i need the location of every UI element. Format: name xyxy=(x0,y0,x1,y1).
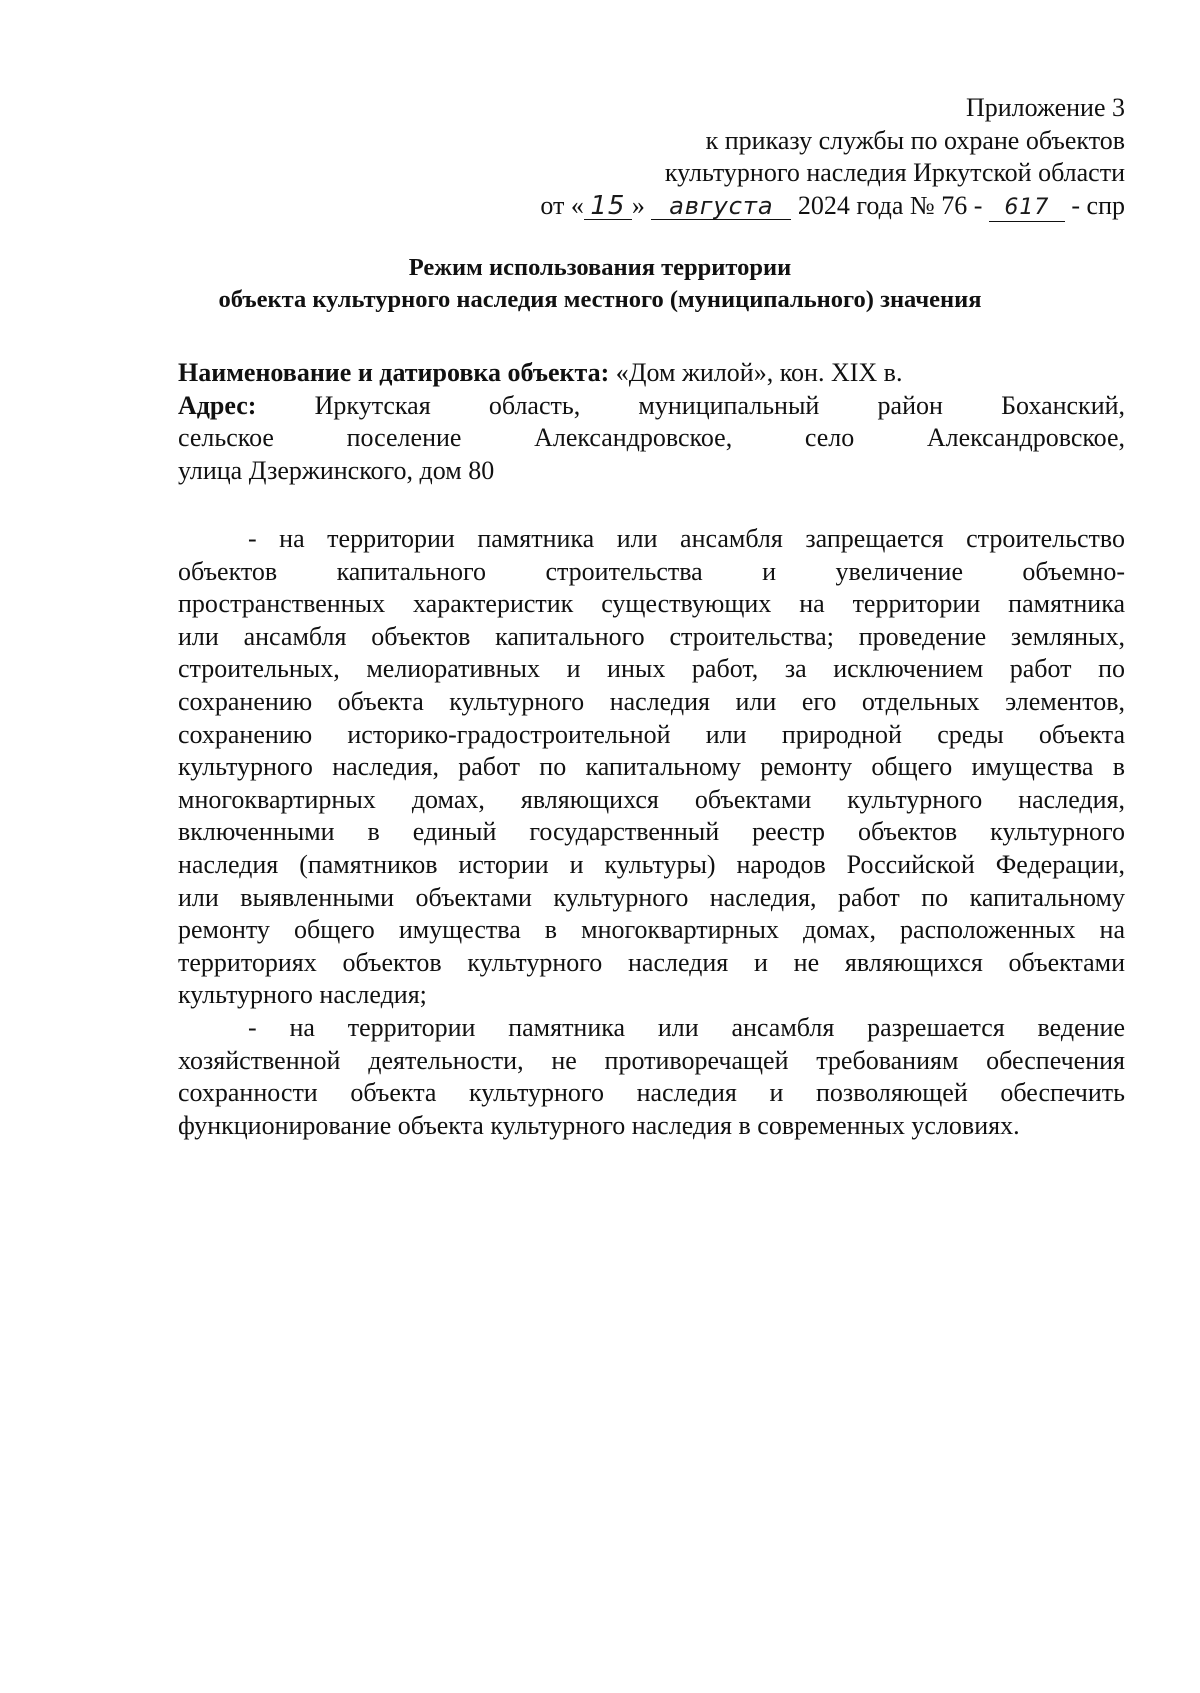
text-line: или ансамбля объектов капитального строительства; проведение земляных, xyxy=(178,621,1125,651)
text-line: объектов капитального строительства и увеличение объемно- xyxy=(178,556,1125,586)
address-word: муниципальный xyxy=(638,390,820,420)
regime-text xyxy=(178,523,1125,1142)
object-name-row xyxy=(178,357,1125,390)
paragraph-permissions xyxy=(178,1012,1125,1142)
address-word: Александровское, xyxy=(926,423,1126,452)
text-line: территориях объектов культурного наследия и не являющихся объектами xyxy=(178,947,1125,977)
title-line-2: объекта культурного наследия местного (муниципального) значения xyxy=(218,286,982,313)
text-line: сохранению объекта культурного наследия или его отдельных элементов, xyxy=(178,686,1125,716)
address-word: Иркутская xyxy=(314,390,431,420)
address-word: село xyxy=(804,423,855,452)
appendix-order-reference: к приказу службы по охране объектов xyxy=(705,125,1125,155)
address-word: область, xyxy=(488,390,581,420)
address-word: Боханский, xyxy=(1001,390,1126,420)
text-line: культурного наследия; xyxy=(178,980,427,1010)
text-line: ремонту общего имущества в многоквартирных домах, расположенных на xyxy=(178,915,1125,945)
text-line: - на территории памятника или ансамбля запрещается строительство xyxy=(248,524,1125,553)
handwritten-order-number: 617 xyxy=(1004,194,1050,220)
paragraph-prohibitions xyxy=(178,523,1125,1012)
order-suffix: - спр xyxy=(1071,190,1125,220)
text-line: хозяйственной деятельности, не противоречащей требованиям обеспечения xyxy=(178,1045,1125,1075)
text-line: строительных, мелиоративных и иных работ, за исключением работ по xyxy=(178,654,1125,684)
object-name-value: «Дом жилой», кон. XIX в. xyxy=(615,358,903,387)
text-line: функционирование объекта культурного наследия в современных условиях. xyxy=(178,1110,1020,1140)
address-word: район xyxy=(877,390,943,420)
text-line: пространственных характеристик существующих на территории памятника xyxy=(178,589,1125,619)
text-line: сохранности объекта культурного наследия и позволяющей обеспечить xyxy=(178,1078,1125,1108)
text-line: или выявленными объектами культурного наследия, работ по капитальному xyxy=(178,882,1125,912)
date-quote-close: » xyxy=(631,190,645,220)
text-line: многоквартирных домах, являющихся объектами культурного наследия, xyxy=(178,784,1125,814)
appendix-header xyxy=(420,92,1125,222)
address-row-3: улица Дзержинского, дом 80 xyxy=(178,455,495,485)
document-title xyxy=(150,252,1050,316)
appendix-issuing-authority: культурного наследия Иркутской области xyxy=(664,158,1125,187)
title-line-1: Режим использования территории xyxy=(408,254,792,281)
handwritten-order-number-field xyxy=(989,193,1065,222)
address-word: поселение xyxy=(346,423,462,452)
handwritten-day: 15 xyxy=(590,190,626,221)
address-word: Александровское, xyxy=(534,423,733,452)
text-line: сохранению историко-градостроительной или природной среды объекта xyxy=(178,719,1125,749)
appendix-title: Приложение 3 xyxy=(965,93,1125,122)
handwritten-month: августа xyxy=(669,191,774,220)
address-word: сельское xyxy=(178,423,274,452)
text-line: наследия (памятников истории и культуры) народов Российской Федерации, xyxy=(178,849,1125,879)
text-line: включенными в единый государственный реестр объектов культурного xyxy=(178,817,1125,847)
handwritten-day-field xyxy=(584,190,632,221)
address-label: Адрес: xyxy=(178,390,257,420)
address-row-1 xyxy=(178,390,1125,423)
date-year-text: 2024 года № 76 - xyxy=(797,190,983,220)
handwritten-month-field xyxy=(651,193,791,220)
address-row-2 xyxy=(178,422,1125,455)
text-line: культурного наследия, работ по капитальному ремонту общего имущества в xyxy=(178,752,1125,782)
object-name-label: Наименование и датировка объекта: xyxy=(178,358,610,387)
appendix-date-line xyxy=(420,190,1125,223)
text-line: - на территории памятника или ансамбля разрешается ведение xyxy=(248,1012,1125,1042)
date-prefix: от « xyxy=(540,190,584,220)
object-info xyxy=(178,357,1125,487)
